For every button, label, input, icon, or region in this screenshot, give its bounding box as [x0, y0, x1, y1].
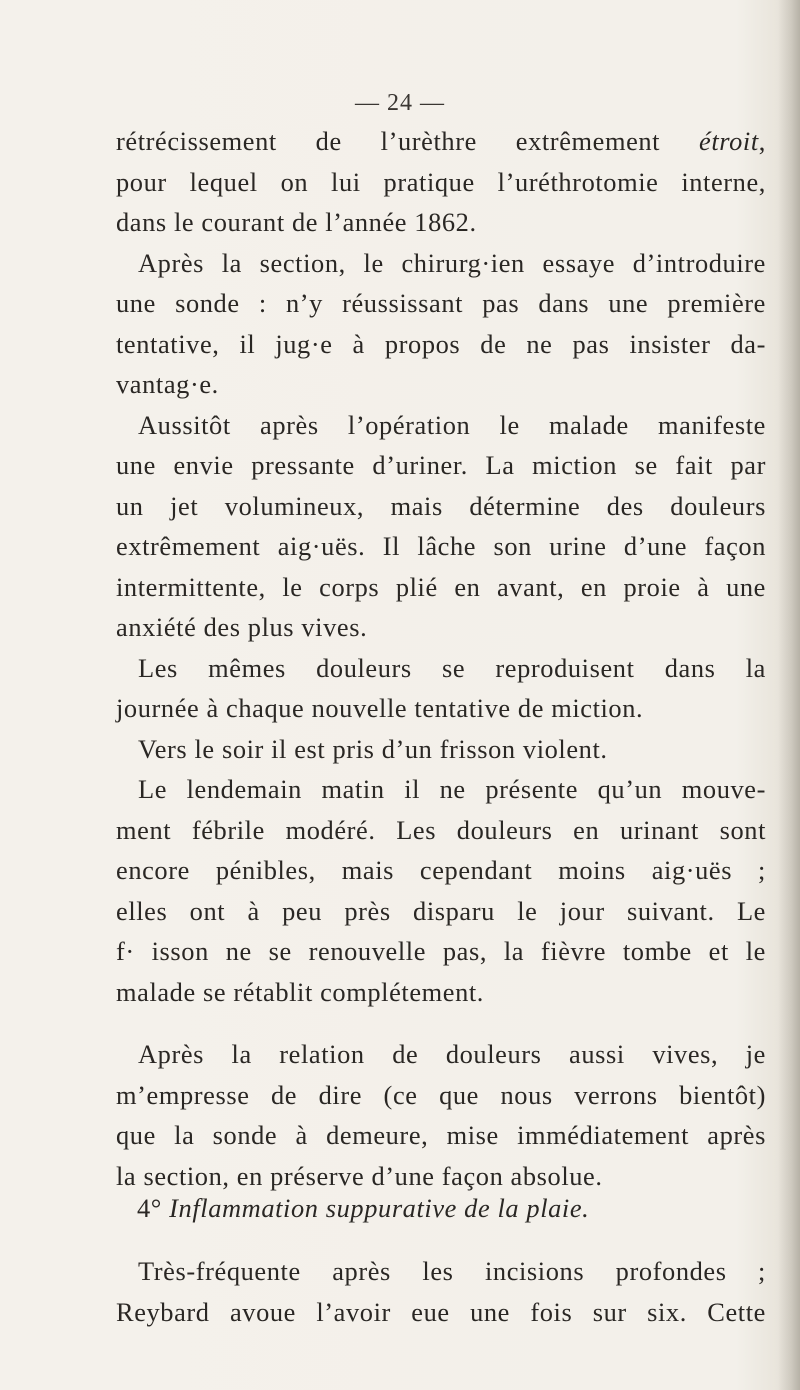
text-line-25: que la sonde à demeure, mise immédiatement après: [116, 1120, 766, 1150]
text-line-6: tentative, il jug·e à propos de ne pas insister da-: [116, 328, 766, 359]
section-title: Inflammation suppurative de la plaie.: [169, 1193, 590, 1223]
text-line-20: elles ont à peu près disparu le jour suivant. Le: [116, 895, 766, 926]
text-line-21: f· isson ne se renouvelle pas, la fièvre tombe et le: [116, 936, 766, 966]
text-line-9: une envie pressante d’uriner. La miction se fait par: [116, 450, 766, 480]
section-text-line-2: Reybard avoue l’avoir eue une fois sur six. Cette: [116, 1296, 766, 1327]
section-text-line-1: Très-fréquente après les incisions profondes ;: [138, 1256, 766, 1286]
text-line-1: [116, 121, 766, 162]
text-line-26: la section, en préserve d’une façon absolue.: [116, 1160, 603, 1191]
text-line-22: malade se rétablit complétement.: [116, 976, 484, 1007]
text-line-23: Après la relation de douleurs aussi vives, je: [138, 1039, 766, 1069]
page-body-text: [116, 121, 766, 1196]
text-line-13: anxiété des plus vives.: [116, 612, 368, 642]
text-line-18: ment fébrile modéré. Les douleurs en urinant sont: [116, 814, 766, 845]
text-line-15: journée à chaque nouvelle tentative de miction.: [116, 693, 644, 723]
page-edge-shadow: [778, 0, 800, 1390]
text-line-19: encore pénibles, mais cependant moins aig·uës ;: [116, 855, 766, 885]
text-line-17: Le lendemain matin il ne présente qu’un mouve-: [138, 774, 766, 804]
text-line-24: m’empresse de dire (ce que nous verrons bientôt): [116, 1079, 766, 1110]
text-line-4: Après la section, le chirurg·ien essaye d’introduire: [138, 247, 766, 278]
section-body-text: [116, 1251, 766, 1332]
text-line-5: une sonde : n’y réussissant pas dans une première: [116, 288, 766, 318]
text-line-10: un jet volumineux, mais détermine des douleurs: [116, 490, 766, 521]
text-line-16: Vers le soir il est pris d’un frisson violent.: [138, 733, 608, 764]
section-number: 4°: [137, 1193, 162, 1223]
text-line-3: dans le courant de l’année 1862.: [116, 207, 477, 237]
text-line-8: Aussitôt après l’opération le malade manifeste: [138, 409, 766, 440]
text-line-1-main: rétrécissement de l’urèthre extrêmement: [116, 126, 699, 156]
text-line-14: Les mêmes douleurs se reproduisent dans la: [138, 652, 766, 683]
page-number: — 24 —: [355, 90, 445, 116]
text-line-1-punct: ,: [758, 126, 766, 156]
italic-word: étroit: [699, 126, 759, 156]
text-line-2: pour lequel on lui pratique l’uréthrotomie interne,: [116, 166, 766, 197]
text-line-11: extrêmement aig·uës. Il lâche son urine d’une façon: [116, 531, 766, 561]
text-line-7: vantag·e.: [116, 369, 219, 399]
section-heading: [116, 1188, 766, 1229]
text-line-12: intermittente, le corps plié en avant, en proie à une: [116, 571, 766, 602]
